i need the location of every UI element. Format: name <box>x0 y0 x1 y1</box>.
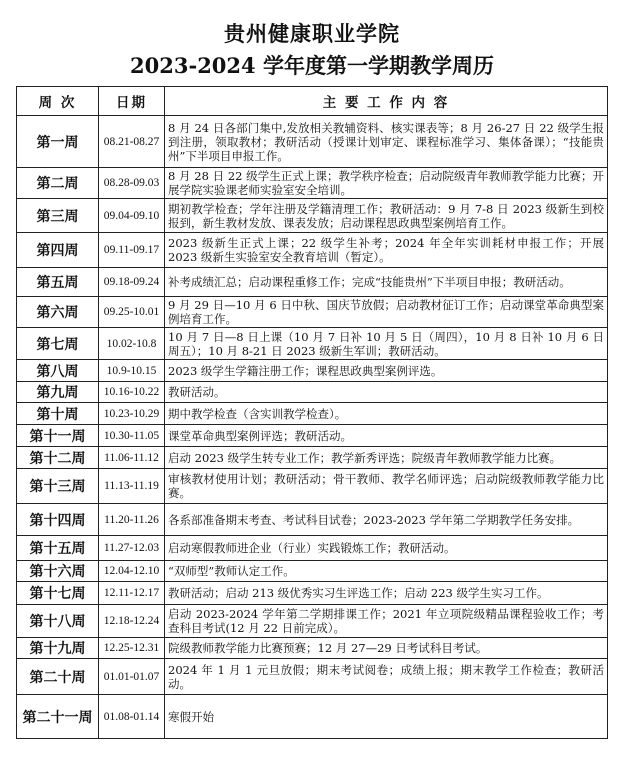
table-row <box>17 382 608 403</box>
content-cell: 8 月 28 日 22 级学生正式上课；教学秩序检查；启动院级青年教师教学能力比赛；开展学院实验课老师实验室安全培训。 <box>165 168 608 199</box>
week-cell: 第十九周 <box>17 638 99 659</box>
table-row <box>17 638 608 659</box>
content-cell: 启动寒假教师进企业（行业）实践锻炼工作；教研活动。 <box>165 536 608 561</box>
date-cell: 09.04-09.10 <box>99 199 165 233</box>
content-cell: 启动 2023-2024 学年第二学期排课工作；2021 年立项院级精品课程验收工作；考查科目考试(12 月 22 日前完成）。 <box>165 605 608 638</box>
week-cell: 第十四周 <box>17 504 99 536</box>
table-row <box>17 582 608 605</box>
week-cell: 第十七周 <box>17 582 99 605</box>
header-date: 日期 <box>99 87 165 116</box>
content-cell: 9 月 29 日—10 月 6 日中秋、国庆节放假；启动教材征订工作；启动课堂革命典型案例培育工作。 <box>165 297 608 328</box>
week-cell: 第二周 <box>17 168 99 199</box>
table-row <box>17 297 608 328</box>
date-cell: 11.27-12.03 <box>99 536 165 561</box>
content-cell: 2024 年 1 月 1 元旦放假；期末考试阅卷；成绩上报；期末教学工作检查；教研活动。 <box>165 659 608 695</box>
date-cell: 09.11-09.17 <box>99 233 165 268</box>
table-row <box>17 360 608 382</box>
content-cell: 2023 级学生学籍注册工作；课程思政典型案例评选。 <box>165 360 608 382</box>
table-row <box>17 605 608 638</box>
table-row <box>17 168 608 199</box>
date-cell: 10.16-10.22 <box>99 382 165 403</box>
content-cell: 期中教学检查（含实训教学检查）。 <box>165 403 608 425</box>
week-cell: 第一周 <box>17 116 99 168</box>
date-cell: 01.01-01.07 <box>99 659 165 695</box>
content-cell: 寒假开始 <box>165 695 608 739</box>
week-cell: 第十周 <box>17 403 99 425</box>
content-cell: 课堂革命典型案例评选；教研活动。 <box>165 425 608 447</box>
week-cell: 第二十一周 <box>17 695 99 739</box>
week-cell: 第十六周 <box>17 561 99 582</box>
content-cell: 启动 2023 级学生转专业工作；教学新秀评选；院级青年教师教学能力比赛。 <box>165 447 608 469</box>
week-cell: 第十三周 <box>17 469 99 504</box>
content-cell: 10 月 7 日—8 日上课（10 月 7 日补 10 月 5 日（周四），10 月 8 日补 10 月 6 日周五）；10 月 8-21 日 2023 级新生军训；教研活动。 <box>165 328 608 360</box>
teaching-calendar-table <box>16 86 608 739</box>
content-cell: 2023 级新生正式上课；22 级学生补考；2024 年全年实训耗材申报工作；开展 2023 级新生实验室安全教育培训（暂定）。 <box>165 233 608 268</box>
table-row <box>17 328 608 360</box>
school-name: 贵州健康职业学院 <box>224 21 400 46</box>
table-row <box>17 659 608 695</box>
date-cell: 09.25-10.01 <box>99 297 165 328</box>
table-row <box>17 199 608 233</box>
content-cell: 院级教师教学能力比赛预赛；12 月 27—29 日考试科目考试。 <box>165 638 608 659</box>
week-cell: 第八周 <box>17 360 99 382</box>
week-cell: 第四周 <box>17 233 99 268</box>
date-cell: 08.28-09.03 <box>99 168 165 199</box>
week-cell: 第五周 <box>17 268 99 297</box>
date-cell: 10.9-10.15 <box>99 360 165 382</box>
table-header-row <box>17 87 608 116</box>
table-row <box>17 268 608 297</box>
table-row <box>17 425 608 447</box>
week-cell: 第十二周 <box>17 447 99 469</box>
week-cell: 第十一周 <box>17 425 99 447</box>
week-cell: 第十五周 <box>17 536 99 561</box>
date-cell: 11.06-11.12 <box>99 447 165 469</box>
table-row <box>17 116 608 168</box>
table-row <box>17 536 608 561</box>
week-cell: 第三周 <box>17 199 99 233</box>
table-row <box>17 695 608 739</box>
date-cell: 10.23-10.29 <box>99 403 165 425</box>
content-cell: 补考成绩汇总；启动课程重修工作；完成“技能贵州”下半项目申报；教研活动。 <box>165 268 608 297</box>
header-week: 周 次 <box>17 87 99 116</box>
date-cell: 10.30-11.05 <box>99 425 165 447</box>
date-cell: 10.02-10.8 <box>99 328 165 360</box>
date-cell: 11.13-11.19 <box>99 469 165 504</box>
header-content: 主 要 工 作 内 容 <box>165 87 608 116</box>
date-cell: 09.18-09.24 <box>99 268 165 297</box>
table-row <box>17 561 608 582</box>
content-cell: 8 月 24 日各部门集中,发放相关教辅资料、核实课表等；8 月 26-27 日 22 级学生报到注册，领取教材；教研活动（授课计划审定、课程标准学习、集体备课）；“技能贵州”下半项目申报工作。 <box>165 116 608 168</box>
date-cell: 12.11-12.17 <box>99 582 165 605</box>
week-cell: 第六周 <box>17 297 99 328</box>
table-row <box>17 504 608 536</box>
table-row <box>17 469 608 504</box>
table-row <box>17 403 608 425</box>
content-cell: 审核教材使用计划；教研活动；骨干教师、教学名师评选；启动院级教师教学能力比赛。 <box>165 469 608 504</box>
content-cell: 各系部准备期末考查、考试科目试卷；2023-2023 学年第二学期教学任务安排。 <box>165 504 608 536</box>
date-cell: 08.21-08.27 <box>99 116 165 168</box>
date-cell: 12.25-12.31 <box>99 638 165 659</box>
calendar-title: 2023-2024 学年度第一学期教学周历 <box>130 53 494 78</box>
week-cell: 第九周 <box>17 382 99 403</box>
content-cell: 教研活动；启动 213 级优秀实习生评选工作；启动 223 级学生实习工作。 <box>165 582 608 605</box>
date-cell: 11.20-11.26 <box>99 504 165 536</box>
week-cell: 第七周 <box>17 328 99 360</box>
content-cell: 教研活动。 <box>165 382 608 403</box>
date-cell: 01.08-01.14 <box>99 695 165 739</box>
content-cell: 期初教学检查；学年注册及学籍清理工作；教研活动：9 月 7-8 日 2023 级新生到校报到，新生教材发放、课表发放；启动课程思政典型案例培育工作。 <box>165 199 608 233</box>
week-cell: 第二十周 <box>17 659 99 695</box>
table-row <box>17 447 608 469</box>
week-cell: 第十八周 <box>17 605 99 638</box>
date-cell: 12.04-12.10 <box>99 561 165 582</box>
table-row <box>17 233 608 268</box>
date-cell: 12.18-12.24 <box>99 605 165 638</box>
content-cell: “双师型”教师认定工作。 <box>165 561 608 582</box>
